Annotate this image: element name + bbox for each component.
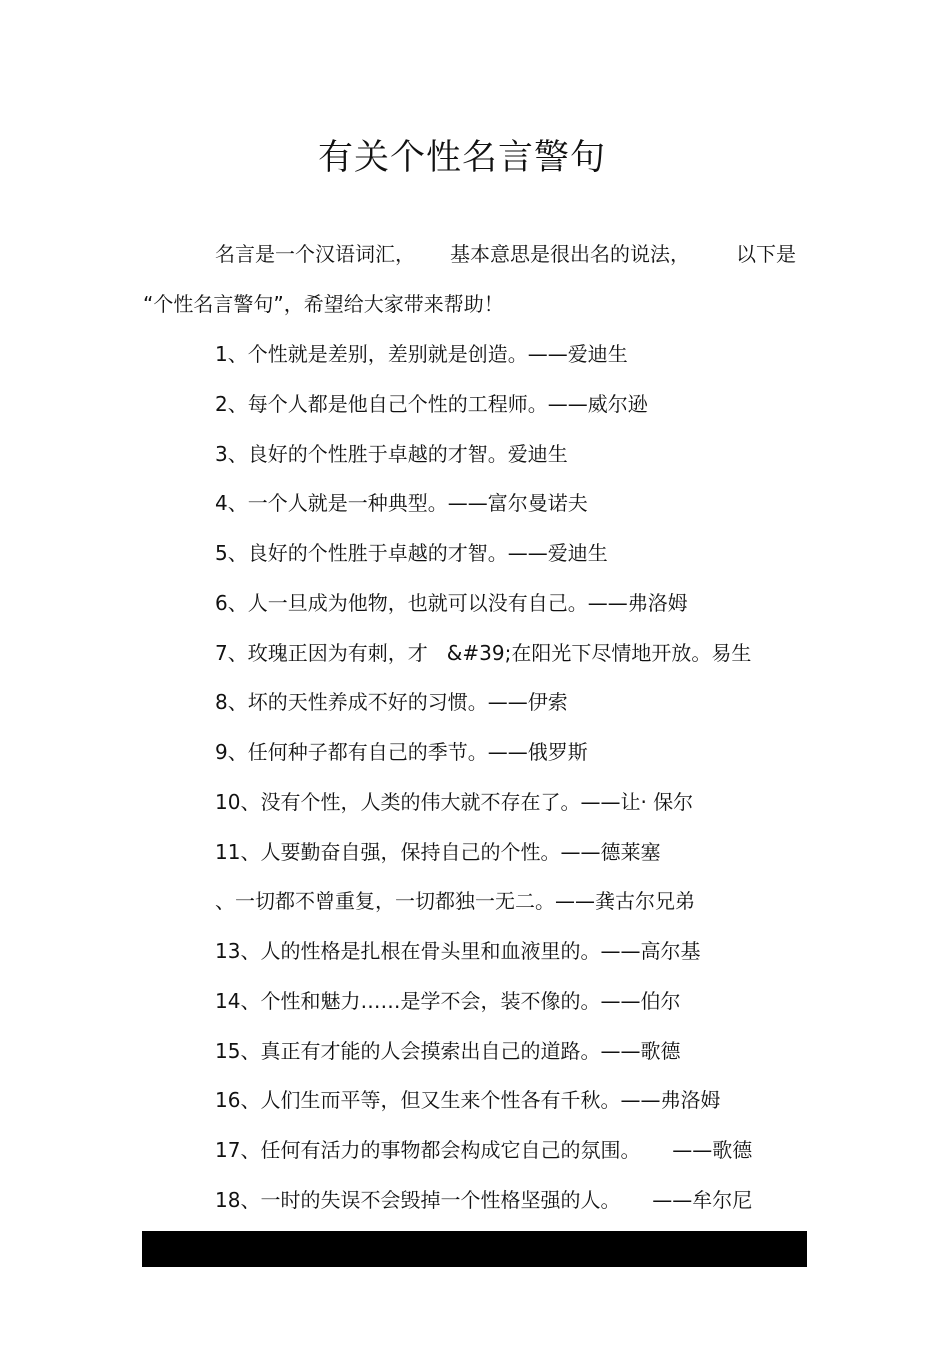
quote-list bbox=[215, 340, 835, 1236]
list-item: 2、每个人都是他自己个性的工程师。——威尔逊 bbox=[215, 391, 648, 416]
list-item: 10、没有个性，人类的伟大就不存在了。——让· 保尔 bbox=[215, 789, 694, 814]
intro-line-2: “个性名言警句”，希望给大家带来帮助！ bbox=[143, 292, 504, 316]
list-item: 11、人要勤奋自强，保持自己的个性。——德莱塞 bbox=[215, 839, 661, 864]
intro-part-3: 以下是 bbox=[736, 242, 796, 266]
list-item: 5、良好的个性胜于卓越的才智。——爱迪生 bbox=[215, 541, 608, 565]
intro-part-1: 名言是一个汉语词汇， bbox=[215, 242, 415, 266]
list-item: 1、个性就是差别，差别就是创造。——爱迪生 bbox=[215, 342, 628, 366]
footer-bar bbox=[142, 1231, 807, 1267]
list-item: 4、一个人就是一种典型。——富尔曼诺夫 bbox=[215, 491, 588, 516]
list-item: 14、个性和魅力……是学不会，装不像的。——伯尔 bbox=[215, 988, 681, 1013]
list-item: 13、人的性格是扎根在骨头里和血液里的。——高尔基 bbox=[215, 939, 701, 963]
list-item: 18、一时的失误不会毁掉一个性格坚强的人。 ——牟尔尼 bbox=[215, 1187, 753, 1212]
list-item: 7、玫瑰正因为有刺，才 &#39;在阳光下尽情地开放。易生 bbox=[215, 640, 752, 665]
list-item: 16、人们生而平等，但又生来个性各有千秋。——弗洛姆 bbox=[215, 1088, 721, 1113]
list-item: 6、人一旦成为他物，也就可以没有自己。——弗洛姆 bbox=[215, 590, 688, 615]
list-item: 17、任何有活力的事物都会构成它自己的氛围。 ——歌德 bbox=[215, 1138, 753, 1162]
list-item: 9、任何种子都有自己的季节。——俄罗斯 bbox=[215, 740, 588, 764]
list-item: 8、坏的天性养成不好的习惯。——伊索 bbox=[215, 690, 568, 715]
list-item: 15、真正有才能的人会摸索出自己的道路。——歌德 bbox=[215, 1038, 681, 1063]
list-item: 3、良好的个性胜于卓越的才智。爱迪生 bbox=[215, 441, 568, 466]
intro-part-2: 基本意思是很出名的说法， bbox=[450, 242, 690, 266]
page-title: 有关个性名言警句 bbox=[317, 138, 606, 178]
list-item: 、一切都不曾重复，一切都独一无二。——龚古尔兄弟 bbox=[215, 889, 695, 914]
